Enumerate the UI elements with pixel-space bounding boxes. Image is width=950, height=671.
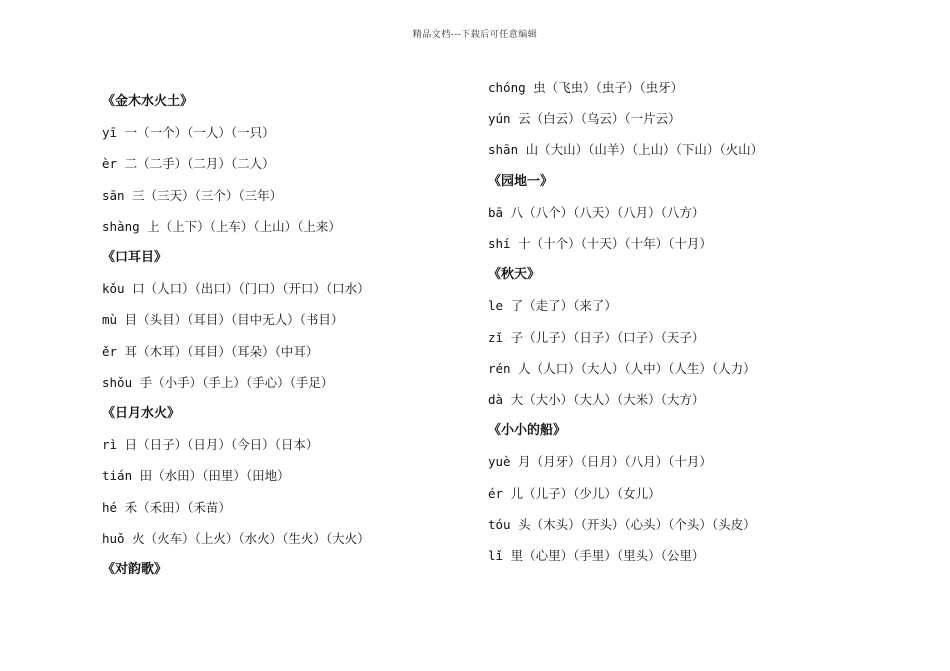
vocab-entry: shān 山（大山）（山羊）（上山）（下山）（火山） bbox=[488, 142, 764, 158]
vocab-entry: huǒ 火（火车）（上火）（水火）（生火）（大火） bbox=[102, 530, 370, 546]
section-heading: 《对韵歌》 bbox=[102, 562, 168, 577]
vocab-entry: ěr 耳（木耳）（耳目）（耳朵）（中耳） bbox=[102, 343, 319, 359]
section-heading: 《秋天》 bbox=[488, 267, 541, 283]
vocab-entry: shǒu 手（小手）（手上）（手心）（手足） bbox=[102, 374, 334, 390]
section-heading: 《园地一》 bbox=[488, 173, 554, 189]
vocab-entry: èr 二（二手）（二月）（二人） bbox=[102, 156, 275, 172]
vocab-entry: sān 三（三天）（三个）（三年） bbox=[102, 187, 283, 203]
vocab-entry: hé 禾（禾田）（禾苗） bbox=[102, 499, 231, 515]
section-heading: 《日月水火》 bbox=[102, 406, 181, 421]
vocab-entry: ér 儿（儿子）（少儿）（女儿） bbox=[488, 485, 661, 501]
section-heading: 《口耳目》 bbox=[102, 250, 168, 265]
vocab-entry: kǒu 口（人口）（出口）（门口）（开口）（口水） bbox=[102, 281, 370, 297]
vocab-entry: tián 田（水田）（田里）（田地） bbox=[102, 468, 290, 484]
section-heading: 《小小的船》 bbox=[488, 423, 567, 439]
page-header: 精品文档---下载后可任意编辑 bbox=[412, 30, 538, 40]
section-heading: 《金木水火土》 bbox=[102, 94, 194, 109]
vocab-entry: bā 八（八个）（八天）（八月）（八方） bbox=[488, 204, 705, 220]
vocab-entry: tóu 头（木头）（开头）（心头）（个头）（头皮） bbox=[488, 516, 756, 532]
vocab-entry: yī 一（一个）（一人）（一只） bbox=[102, 125, 275, 141]
vocab-entry: rì 日（日子）（日月）（今日）（日本） bbox=[102, 437, 319, 453]
vocab-entry: zǐ 子（儿子）（日子）（口子）（天子） bbox=[488, 329, 705, 345]
vocab-entry: mù 目（头目）（耳目）（目中无人）（书目） bbox=[102, 312, 344, 328]
vocab-entry: chóng 虫（飞虫）（虫子）（虫牙） bbox=[488, 80, 684, 95]
vocab-entry: yún 云（白云）（乌云）（一片云） bbox=[488, 111, 681, 127]
vocab-entry: lǐ 里（心里）（手里）（里头）（公里） bbox=[488, 548, 705, 563]
vocab-entry: yuè 月（月牙）（日月）（八月）（十月） bbox=[488, 454, 712, 470]
vocab-entry: dà 大（大小）（大人）（大米）（大方） bbox=[488, 392, 705, 407]
vocab-entry: shàng 上（上下）（上车）（上山）（上来） bbox=[102, 218, 341, 234]
vocab-entry: shí 十（十个）（十天）（十年）（十月） bbox=[488, 236, 712, 251]
vocab-entry: rén 人（人口）（大人）（人中）（人生）（人力） bbox=[488, 360, 756, 376]
vocab-entry: le 了（走了）（来了） bbox=[488, 298, 617, 314]
